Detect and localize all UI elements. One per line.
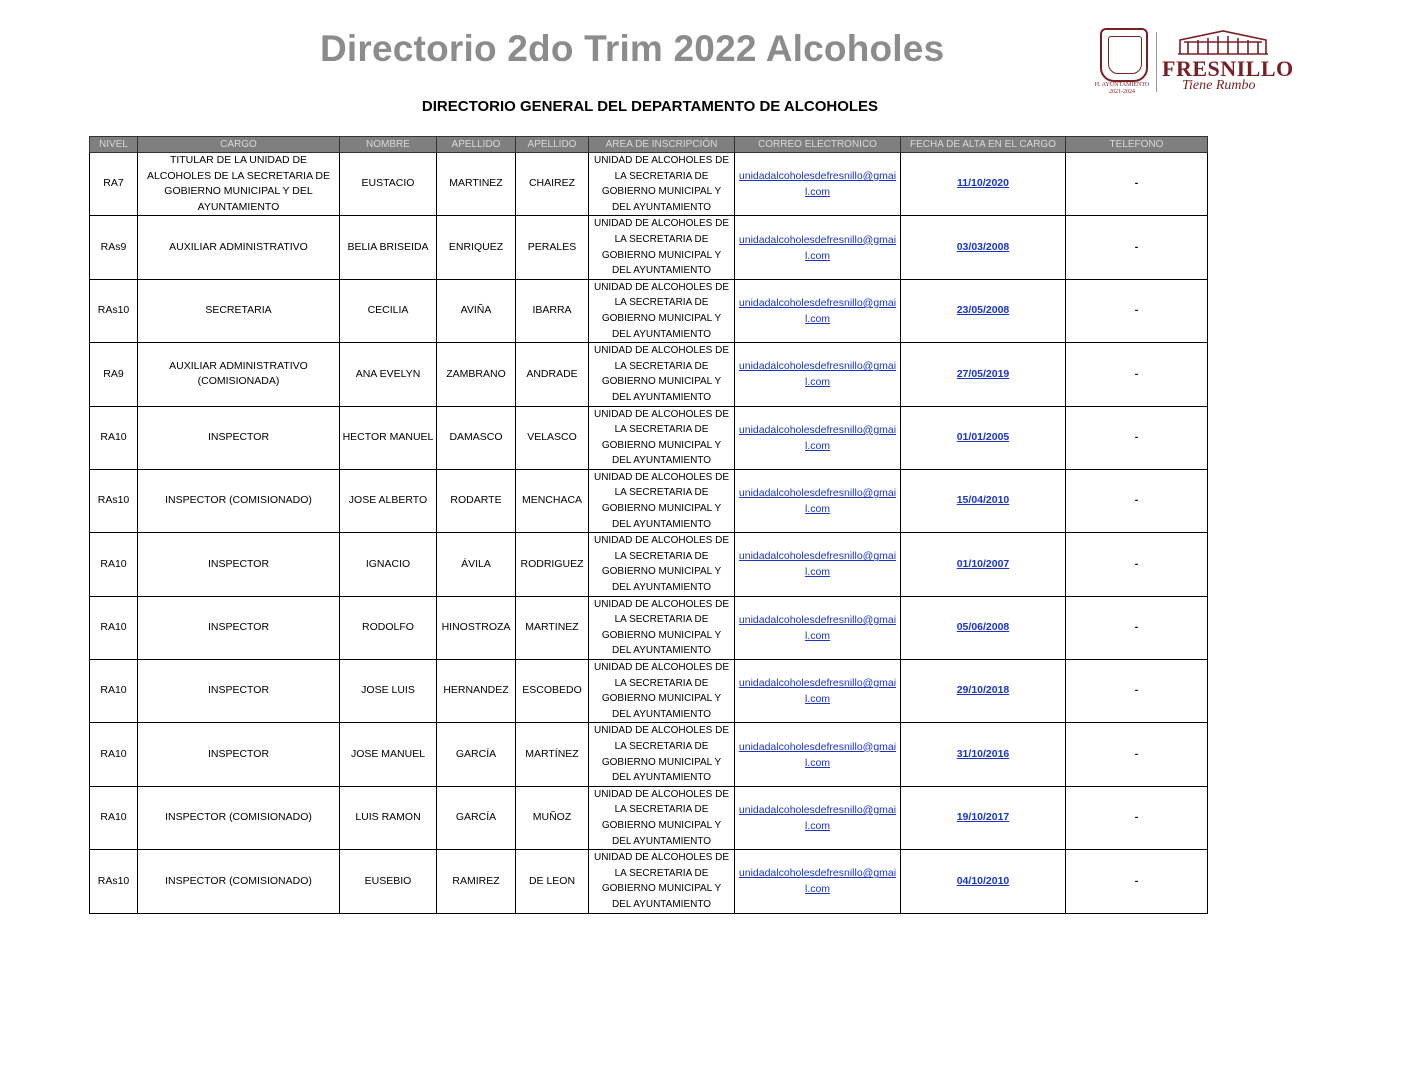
nombre-cell: CECILIA <box>340 279 437 342</box>
date-link[interactable]: 29/10/2018 <box>956 684 1010 697</box>
cargo-cell: INSPECTOR (COMISIONADO) <box>138 850 340 913</box>
table-row <box>90 850 1208 913</box>
nivel-cell: RA10 <box>90 786 138 849</box>
area-cell: UNIDAD DE ALCOHOLES DE LA SECRETARIA DE GOBIERNO MUNICIPAL Y DEL AYUNTAMIENTO <box>589 343 735 406</box>
area-cell: UNIDAD DE ALCOHOLES DE LA SECRETARIA DE GOBIERNO MUNICIPAL Y DEL AYUNTAMIENTO <box>589 406 735 469</box>
apellido-paterno-cell: MARTINEZ <box>437 153 516 216</box>
column-header: NOMBRE <box>340 137 437 153</box>
correo-cell <box>735 850 901 913</box>
area-cell: UNIDAD DE ALCOHOLES DE LA SECRETARIA DE GOBIERNO MUNICIPAL Y DEL AYUNTAMIENTO <box>589 723 735 786</box>
column-header: AREA DE INSCRIPCIÓN <box>589 137 735 153</box>
telefono-cell: - <box>1066 153 1208 216</box>
apellido-materno-cell: CHAIREZ <box>516 153 589 216</box>
logo-tagline: Tiene Rumbo <box>1182 78 1256 93</box>
cargo-cell: INSPECTOR (COMISIONADO) <box>138 786 340 849</box>
telefono-cell: - <box>1066 343 1208 406</box>
table-row <box>90 786 1208 849</box>
email-link[interactable]: unidadalcoholesdefresnillo@gmail.com <box>738 740 897 769</box>
nombre-cell: HECTOR MANUEL <box>340 406 437 469</box>
telefono-cell: - <box>1066 850 1208 913</box>
date-link[interactable]: 27/05/2019 <box>956 367 1010 380</box>
nombre-cell: LUIS RAMON <box>340 786 437 849</box>
area-cell: UNIDAD DE ALCOHOLES DE LA SECRETARIA DE GOBIERNO MUNICIPAL Y DEL AYUNTAMIENTO <box>589 533 735 596</box>
cargo-cell: AUXILIAR ADMINISTRATIVO (COMISIONADA) <box>138 343 340 406</box>
nivel-cell: RA10 <box>90 723 138 786</box>
email-link[interactable]: unidadalcoholesdefresnillo@gmail.com <box>738 233 897 262</box>
table-row <box>90 596 1208 659</box>
correo-cell <box>735 469 901 532</box>
nombre-cell: EUSEBIO <box>340 850 437 913</box>
correo-cell <box>735 279 901 342</box>
apellido-paterno-cell: ÁVILA <box>437 533 516 596</box>
table-row <box>90 660 1208 723</box>
correo-cell <box>735 343 901 406</box>
ayuntamiento-seal-icon <box>1100 28 1148 82</box>
date-link[interactable]: 15/04/2010 <box>956 494 1010 507</box>
table-row <box>90 533 1208 596</box>
apellido-materno-cell: ANDRADE <box>516 343 589 406</box>
apellido-materno-cell: IBARRA <box>516 279 589 342</box>
date-link[interactable]: 05/06/2008 <box>956 621 1010 634</box>
apellido-paterno-cell: RAMIREZ <box>437 850 516 913</box>
area-cell: UNIDAD DE ALCOHOLES DE LA SECRETARIA DE GOBIERNO MUNICIPAL Y DEL AYUNTAMIENTO <box>589 786 735 849</box>
area-cell: UNIDAD DE ALCOHOLES DE LA SECRETARIA DE GOBIERNO MUNICIPAL Y DEL AYUNTAMIENTO <box>589 660 735 723</box>
column-header: APELLIDO <box>437 137 516 153</box>
apellido-materno-cell: MUÑOZ <box>516 786 589 849</box>
fecha-alta-cell <box>901 153 1066 216</box>
cargo-cell: INSPECTOR <box>138 406 340 469</box>
nivel-cell: RA7 <box>90 153 138 216</box>
nivel-cell: RA10 <box>90 533 138 596</box>
area-cell: UNIDAD DE ALCOHOLES DE LA SECRETARIA DE GOBIERNO MUNICIPAL Y DEL AYUNTAMIENTO <box>589 216 735 279</box>
apellido-materno-cell: VELASCO <box>516 406 589 469</box>
telefono-cell: - <box>1066 596 1208 659</box>
area-cell: UNIDAD DE ALCOHOLES DE LA SECRETARIA DE GOBIERNO MUNICIPAL Y DEL AYUNTAMIENTO <box>589 596 735 659</box>
nivel-cell: RA10 <box>90 406 138 469</box>
email-link[interactable]: unidadalcoholesdefresnillo@gmail.com <box>738 170 897 199</box>
telefono-cell: - <box>1066 216 1208 279</box>
fecha-alta-cell <box>901 279 1066 342</box>
telefono-cell: - <box>1066 533 1208 596</box>
date-link[interactable]: 11/10/2020 <box>957 177 1009 190</box>
nombre-cell: JOSE ALBERTO <box>340 469 437 532</box>
nombre-cell: JOSE LUIS <box>340 660 437 723</box>
cargo-cell: AUXILIAR ADMINISTRATIVO <box>138 216 340 279</box>
column-header: CORREO ELECTRONICO <box>735 137 901 153</box>
correo-cell <box>735 533 901 596</box>
column-header: FECHA DE ALTA EN EL CARGO <box>901 137 1066 153</box>
apellido-materno-cell: DE LEON <box>516 850 589 913</box>
table-row <box>90 343 1208 406</box>
email-link[interactable]: unidadalcoholesdefresnillo@gmail.com <box>738 677 897 706</box>
fecha-alta-cell <box>901 786 1066 849</box>
nivel-cell: RA9 <box>90 343 138 406</box>
fecha-alta-cell <box>901 469 1066 532</box>
column-header: TELEFONO <box>1066 137 1208 153</box>
cargo-cell: INSPECTOR <box>138 596 340 659</box>
cargo-cell: INSPECTOR (COMISIONADO) <box>138 469 340 532</box>
column-header: NIVEL <box>90 137 138 153</box>
date-link[interactable]: 01/01/2005 <box>956 430 1010 443</box>
correo-cell <box>735 406 901 469</box>
nombre-cell: JOSE MANUEL <box>340 723 437 786</box>
date-link[interactable]: 23/05/2008 <box>956 304 1010 317</box>
directory-table <box>89 136 1208 914</box>
apellido-paterno-cell: ENRIQUEZ <box>437 216 516 279</box>
apellido-paterno-cell: GARCÍA <box>437 786 516 849</box>
directory-subtitle: DIRECTORIO GENERAL DEL DEPARTAMENTO DE ALCOHOLES <box>421 98 879 115</box>
telefono-cell: - <box>1066 786 1208 849</box>
area-cell: UNIDAD DE ALCOHOLES DE LA SECRETARIA DE GOBIERNO MUNICIPAL Y DEL AYUNTAMIENTO <box>589 850 735 913</box>
correo-cell <box>735 786 901 849</box>
apellido-materno-cell: MARTÍNEZ <box>516 723 589 786</box>
telefono-cell: - <box>1066 279 1208 342</box>
fecha-alta-cell <box>901 596 1066 659</box>
date-link[interactable]: 31/10/2016 <box>956 747 1010 760</box>
correo-cell <box>735 596 901 659</box>
email-link[interactable]: unidadalcoholesdefresnillo@gmail.com <box>738 423 897 452</box>
email-link[interactable]: unidadalcoholesdefresnillo@gmail.com <box>738 550 897 579</box>
document-title: Directorio 2do Trim 2022 Alcoholes <box>320 28 945 69</box>
table-row <box>90 723 1208 786</box>
email-link[interactable]: unidadalcoholesdefresnillo@gmail.com <box>738 867 897 896</box>
apellido-paterno-cell: HINOSTROZA <box>437 596 516 659</box>
table-row <box>90 406 1208 469</box>
telefono-cell: - <box>1066 406 1208 469</box>
nivel-cell: RA10 <box>90 596 138 659</box>
fecha-alta-cell <box>901 533 1066 596</box>
fecha-alta-cell <box>901 850 1066 913</box>
fresnillo-logo <box>1094 26 1294 98</box>
nivel-cell: RAs10 <box>90 279 138 342</box>
table-row <box>90 216 1208 279</box>
email-link[interactable]: unidadalcoholesdefresnillo@gmail.com <box>738 613 897 642</box>
nivel-cell: RAs10 <box>90 469 138 532</box>
correo-cell <box>735 723 901 786</box>
date-link[interactable]: 04/10/2010 <box>956 874 1010 887</box>
nombre-cell: BELIA BRISEIDA <box>340 216 437 279</box>
correo-cell <box>735 660 901 723</box>
apellido-paterno-cell: RODARTE <box>437 469 516 532</box>
logo-wordmark: FRESNILLO <box>1162 56 1294 81</box>
area-cell: UNIDAD DE ALCOHOLES DE LA SECRETARIA DE GOBIERNO MUNICIPAL Y DEL AYUNTAMIENTO <box>589 469 735 532</box>
apellido-materno-cell: MENCHACA <box>516 469 589 532</box>
area-cell: UNIDAD DE ALCOHOLES DE LA SECRETARIA DE GOBIERNO MUNICIPAL Y DEL AYUNTAMIENTO <box>589 153 735 216</box>
cargo-cell: INSPECTOR <box>138 723 340 786</box>
nombre-cell: EUSTACIO <box>340 153 437 216</box>
column-header: APELLIDO <box>516 137 589 153</box>
fecha-alta-cell <box>901 660 1066 723</box>
apellido-paterno-cell: GARCÍA <box>437 723 516 786</box>
telefono-cell: - <box>1066 723 1208 786</box>
date-link[interactable]: 03/03/2008 <box>956 240 1010 253</box>
table-row <box>90 153 1208 216</box>
table-row <box>90 469 1208 532</box>
cargo-cell: INSPECTOR <box>138 533 340 596</box>
fecha-alta-cell <box>901 343 1066 406</box>
date-link[interactable]: 01/10/2007 <box>956 557 1010 570</box>
fecha-alta-cell <box>901 723 1066 786</box>
email-link[interactable]: unidadalcoholesdefresnillo@gmail.com <box>738 487 897 516</box>
column-header: CARGO <box>138 137 340 153</box>
nivel-cell: RAs10 <box>90 850 138 913</box>
nivel-cell: RAs9 <box>90 216 138 279</box>
fecha-alta-cell <box>901 216 1066 279</box>
correo-cell <box>735 153 901 216</box>
cargo-cell: TITULAR DE LA UNIDAD DE ALCOHOLES DE LA SECRETARIA DE GOBIERNO MUNICIPAL Y DEL AYUNTAMIENTO <box>138 153 340 216</box>
cargo-cell: INSPECTOR <box>138 660 340 723</box>
telefono-cell: - <box>1066 660 1208 723</box>
telefono-cell: - <box>1066 469 1208 532</box>
table-row <box>90 279 1208 342</box>
logo-divider <box>1156 32 1157 92</box>
area-cell: UNIDAD DE ALCOHOLES DE LA SECRETARIA DE GOBIERNO MUNICIPAL Y DEL AYUNTAMIENTO <box>589 279 735 342</box>
apellido-materno-cell: MARTINEZ <box>516 596 589 659</box>
nivel-cell: RA10 <box>90 660 138 723</box>
date-link[interactable]: 19/10/2017 <box>956 811 1010 824</box>
apellido-materno-cell: PERALES <box>516 216 589 279</box>
apellido-paterno-cell: DAMASCO <box>437 406 516 469</box>
email-link[interactable]: unidadalcoholesdefresnillo@gmail.com <box>738 296 897 325</box>
nombre-cell: RODOLFO <box>340 596 437 659</box>
table-header-row <box>90 137 1208 153</box>
correo-cell <box>735 216 901 279</box>
table-body <box>90 153 1208 914</box>
apellido-materno-cell: ESCOBEDO <box>516 660 589 723</box>
fecha-alta-cell <box>901 406 1066 469</box>
nombre-cell: ANA EVELYN <box>340 343 437 406</box>
apellido-materno-cell: RODRIGUEZ <box>516 533 589 596</box>
email-link[interactable]: unidadalcoholesdefresnillo@gmail.com <box>738 803 897 832</box>
cargo-cell: SECRETARIA <box>138 279 340 342</box>
nombre-cell: IGNACIO <box>340 533 437 596</box>
apellido-paterno-cell: HERNANDEZ <box>437 660 516 723</box>
building-icon <box>1176 28 1270 56</box>
apellido-paterno-cell: ZAMBRANO <box>437 343 516 406</box>
seal-caption: H. AYUNTAMIENTO 2021-2024 <box>1094 82 1150 95</box>
apellido-paterno-cell: AVIÑA <box>437 279 516 342</box>
email-link[interactable]: unidadalcoholesdefresnillo@gmail.com <box>738 360 897 389</box>
